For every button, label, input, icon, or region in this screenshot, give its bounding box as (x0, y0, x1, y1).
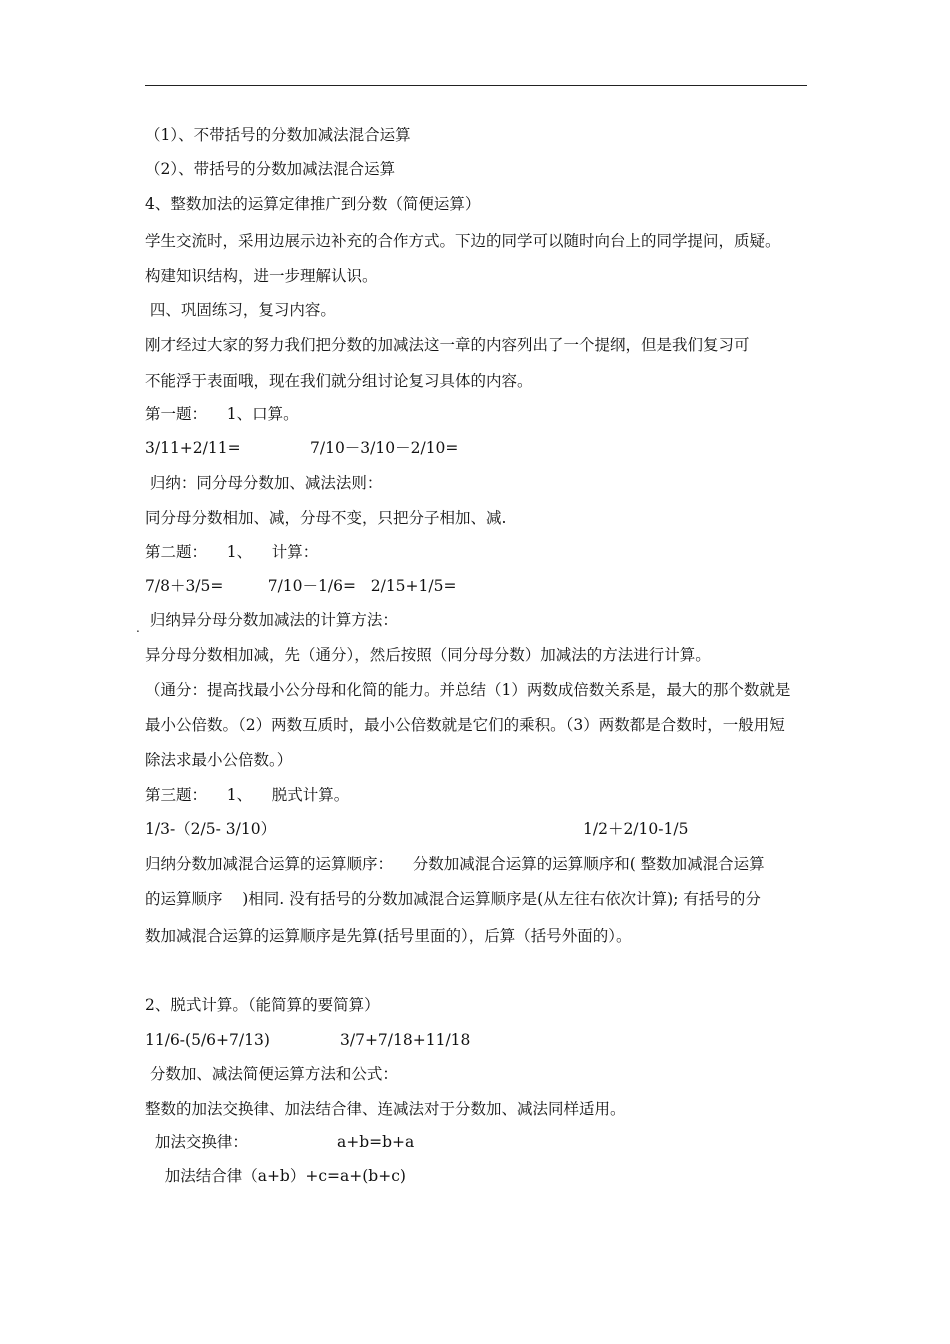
text-line: 刚才经过大家的努力我们把分数的加减法这一章的内容列出了一个提纲，但是我们复习可 (145, 336, 750, 354)
text-line: 除法求最小公倍数。） (145, 751, 293, 769)
math-line: 1/3-（2/5- 3/10） (145, 820, 277, 838)
math-line: 7/8＋3/5= 7/10－1/6= 2/15+1/5= (145, 577, 457, 595)
text-line: 同分母分数相加、减，分母不变，只把分子相加、减. (145, 509, 507, 527)
text-line: 分数加、减法简便运算方法和公式： (145, 1065, 398, 1083)
question-heading: 第三题： 1、 脱式计算。 (145, 786, 350, 804)
text-line: 的运算顺序 )相同. 没有括号的分数加减混合运算顺序是(从左往右依次计算); 有括号的分 (145, 890, 761, 908)
math-expression: 7/10－3/10－2/10= (310, 439, 459, 457)
section-heading: 四、巩固练习，复习内容。 (145, 301, 336, 319)
text-line: 4、整数加法的运算定律推广到分数（简便运算） (145, 195, 481, 213)
text-line: （通分：提高找最小公分母和化简的能力。并总结（1）两数成倍数关系是，最大的那个数就是 (145, 681, 791, 699)
math-expression: 1/2＋2/10-1/5 (583, 820, 689, 838)
formula-line: 加法结合律（a+b）+c=a+(b+c) (145, 1167, 406, 1185)
text-line: （2）、带括号的分数加减法混合运算 (145, 160, 396, 178)
text-line: 学生交流时，采用边展示边补充的合作方式。下边的同学可以随时向台上的同学提问，质疑。 (145, 232, 781, 250)
formula: a+b=b+a (337, 1133, 415, 1151)
text-line: 数加减混合运算的运算顺序是先算(括号里面的），后算（括号外面的）。 (145, 927, 632, 945)
text-line: 整数的加法交换律、加法结合律、连减法对于分数加、减法同样适用。 (145, 1100, 626, 1118)
text-line: 不能浮于表面哦，现在我们就分组讨论复习具体的内容。 (145, 372, 533, 390)
stray-dot: . (136, 621, 140, 635)
text-line: 归纳：同分母分数加、减法法则： (145, 474, 383, 492)
text-line: （1）、不带括号的分数加减法混合运算 (145, 126, 411, 144)
text-line: 最小公倍数。（2）两数互质时，最小公倍数就是它们的乘积。（3）两数都是合数时，一般用短 (145, 716, 785, 734)
text-line: 归纳异分母分数加减法的计算方法： (145, 611, 398, 629)
math-line: 11/6-(5/6+7/13) (145, 1031, 270, 1049)
text-line: 加法交换律： (145, 1133, 248, 1151)
question-heading: 2、脱式计算。（能简算的要简算） (145, 996, 380, 1014)
math-line: 3/11+2/11= (145, 439, 241, 457)
text-line: 归纳分数加减混合运算的运算顺序： 分数加减混合运算的运算顺序和( 整数加减混合运算 (145, 855, 765, 873)
text-line: 异分母分数相加减，先（通分），然后按照（同分母分数）加减法的方法进行计算。 (145, 646, 711, 664)
text-line: 构建知识结构，进一步理解认识。 (145, 267, 378, 285)
question-heading: 第一题： 1、口算。 (145, 405, 299, 423)
math-expression: 3/7+7/18+11/18 (340, 1031, 471, 1049)
header-rule (145, 85, 807, 86)
question-heading: 第二题： 1、 计算： (145, 543, 319, 561)
